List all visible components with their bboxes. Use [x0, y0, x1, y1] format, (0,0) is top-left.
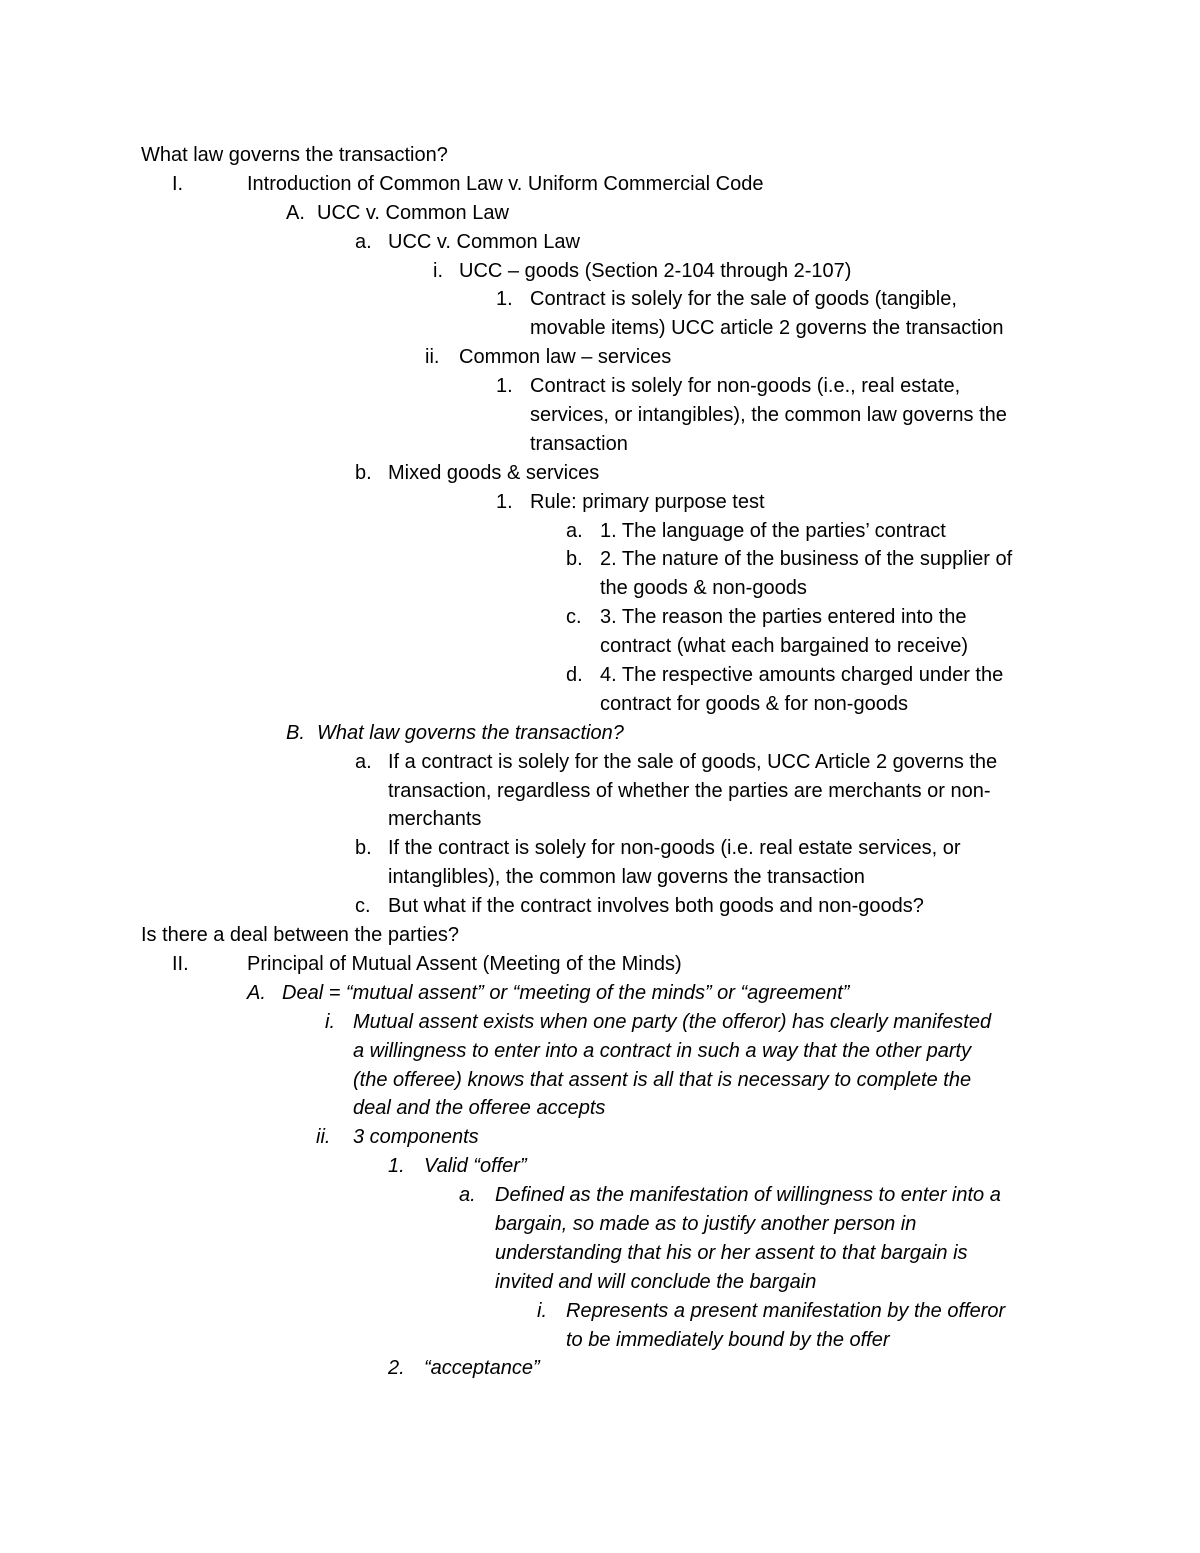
outline-line — [0, 1268, 1200, 1297]
outline-line — [0, 892, 1200, 921]
outline-item-text: Valid “offer” — [424, 1155, 527, 1178]
outline-line — [0, 199, 1200, 228]
list-marker: 2. — [388, 1357, 405, 1380]
outline-line — [0, 1123, 1200, 1152]
outline-item-text: Common law – services — [459, 346, 672, 369]
outline-item-text: “acceptance” — [424, 1357, 540, 1380]
outline-item-text: understanding that his or her assent to that bargain is — [495, 1241, 968, 1264]
outline-line — [0, 719, 1200, 748]
outline-item-text: UCC – goods (Section 2-104 through 2-107) — [459, 259, 852, 282]
outline-item-text: 4. The respective amounts charged under the — [600, 664, 1004, 687]
outline-line — [0, 805, 1200, 834]
outline-line — [0, 545, 1200, 574]
outline-line — [0, 632, 1200, 661]
outline-line — [0, 979, 1200, 1008]
list-marker: d. — [566, 664, 583, 687]
outline-item-text: 1. The language of the parties’ contract — [600, 519, 946, 542]
list-marker: b. — [566, 548, 583, 571]
list-marker: a. — [355, 230, 372, 253]
outline-line — [0, 1037, 1200, 1066]
list-marker: ii. — [425, 346, 440, 369]
outline-item-text: Contract is solely for the sale of goods (tangible, — [530, 288, 957, 311]
list-marker: 1. — [496, 288, 513, 311]
list-marker: A. — [286, 201, 305, 224]
outline — [0, 141, 1200, 1383]
outline-line — [0, 1354, 1200, 1383]
outline-item-text: If a contract is solely for the sale of goods, UCC Article 2 governs the — [388, 750, 998, 773]
outline-item-text: Represents a present manifestation by the offeror — [566, 1299, 1006, 1322]
outline-line — [0, 1152, 1200, 1181]
list-marker: c. — [355, 895, 371, 918]
outline-line — [0, 517, 1200, 546]
outline-item-text: transaction — [530, 432, 628, 455]
outline-item-text: the goods & non-goods — [600, 577, 807, 600]
outline-item-text: deal and the offeree accepts — [353, 1097, 606, 1120]
outline-line — [0, 170, 1200, 199]
outline-item-text: But what if the contract involves both goods and non-goods? — [388, 895, 924, 918]
outline-line — [0, 1326, 1200, 1355]
outline-line — [0, 1008, 1200, 1037]
outline-line — [0, 748, 1200, 777]
outline-line — [0, 690, 1200, 719]
outline-item-text: movable items) UCC article 2 governs the transaction — [530, 317, 1004, 340]
list-marker: 1. — [496, 490, 513, 513]
outline-item-text: What law governs the transaction? — [317, 721, 624, 744]
outline-line — [0, 921, 1200, 950]
outline-line — [0, 488, 1200, 517]
outline-line — [0, 661, 1200, 690]
list-marker: a. — [459, 1184, 476, 1207]
list-marker: i. — [325, 1010, 335, 1033]
list-marker: i. — [433, 259, 443, 282]
outline-line — [0, 430, 1200, 459]
outline-item-text: Introduction of Common Law v. Uniform Commercial Code — [247, 172, 764, 195]
outline-line — [0, 228, 1200, 257]
list-marker: a. — [566, 519, 583, 542]
outline-line — [0, 1094, 1200, 1123]
outline-item-text: Contract is solely for non-goods (i.e., real estate, — [530, 375, 961, 398]
outline-line — [0, 1239, 1200, 1268]
outline-item-text: 2. The nature of the business of the supplier of — [600, 548, 1013, 571]
outline-item-text: Mutual assent exists when one party (the offeror) has clearly manifested — [353, 1010, 992, 1033]
outline-line — [0, 603, 1200, 632]
outline-line — [0, 950, 1200, 979]
list-marker: I. — [172, 172, 184, 195]
outline-item-text: If the contract is solely for non-goods (i.e. real estate services, or — [388, 837, 961, 860]
list-marker: B. — [286, 721, 305, 744]
outline-item-text: Mixed goods & services — [388, 461, 600, 484]
outline-line — [0, 459, 1200, 488]
outline-line — [0, 777, 1200, 806]
list-marker: c. — [566, 606, 582, 629]
outline-item-text: 3 components — [353, 1126, 479, 1149]
list-marker: A. — [247, 981, 266, 1004]
outline-line — [0, 401, 1200, 430]
outline-item-text: bargain, so made as to justify another person in — [495, 1212, 917, 1235]
outline-item-text: Principal of Mutual Assent (Meeting of the Minds) — [247, 952, 682, 975]
section-heading: What law governs the transaction? — [141, 144, 448, 166]
outline-item-text: Defined as the manifestation of willingness to enter into a — [495, 1184, 1001, 1207]
outline-item-text: contract for goods & for non-goods — [600, 692, 908, 715]
outline-line — [0, 863, 1200, 892]
outline-line — [0, 1066, 1200, 1095]
list-marker: b. — [355, 461, 372, 484]
outline-item-text: transaction, regardless of whether the parties are merchants or non- — [388, 779, 991, 802]
outline-item-text: UCC v. Common Law — [388, 230, 580, 253]
list-marker: 1. — [496, 375, 513, 398]
outline-item-text: 3. The reason the parties entered into the — [600, 606, 967, 629]
outline-line — [0, 141, 1200, 170]
list-marker: b. — [355, 837, 372, 860]
list-marker: a. — [355, 750, 372, 773]
outline-line — [0, 343, 1200, 372]
outline-line — [0, 372, 1200, 401]
outline-line — [0, 314, 1200, 343]
outline-item-text: Deal = “mutual assent” or “meeting of the minds” or “agreement” — [282, 981, 850, 1004]
list-marker: i. — [537, 1299, 547, 1322]
outline-item-text: (the offeree) knows that assent is all that is necessary to complete the — [353, 1068, 972, 1091]
list-marker: ii. — [316, 1126, 331, 1149]
outline-item-text: invited and will conclude the bargain — [495, 1270, 817, 1293]
outline-item-text: Rule: primary purpose test — [530, 490, 765, 513]
outline-line — [0, 574, 1200, 603]
outline-line — [0, 1181, 1200, 1210]
list-marker: 1. — [388, 1155, 405, 1178]
outline-line — [0, 1297, 1200, 1326]
section-heading: Is there a deal between the parties? — [141, 924, 459, 947]
outline-line — [0, 1210, 1200, 1239]
outline-item-text: contract (what each bargained to receive) — [600, 635, 968, 658]
outline-item-text: merchants — [388, 808, 482, 831]
outline-item-text: a willingness to enter into a contract in such a way that the other party — [353, 1039, 972, 1062]
outline-line — [0, 834, 1200, 863]
outline-item-text: UCC v. Common Law — [317, 201, 509, 224]
outline-line — [0, 257, 1200, 286]
outline-item-text: intanglibles), the common law governs the transaction — [388, 866, 865, 889]
outline-item-text: services, or intangibles), the common law governs the — [530, 404, 1007, 427]
list-marker: II. — [172, 952, 189, 975]
outline-line — [0, 285, 1200, 314]
outline-item-text: to be immediately bound by the offer — [566, 1328, 890, 1351]
